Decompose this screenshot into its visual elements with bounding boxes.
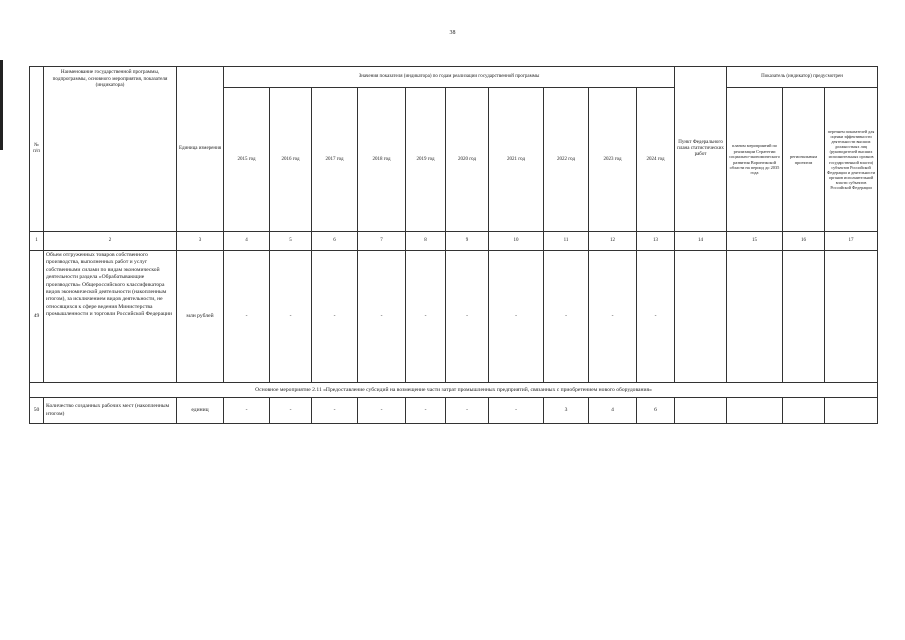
header-num: № п/п [30, 67, 44, 232]
value-cell: - [589, 251, 637, 383]
column-number: 15 [727, 232, 783, 251]
table-row [30, 251, 878, 383]
header-federal: перечнем показателей для оценки эффективности деятельности высших должностных лиц (руководителей высших исполнительных органов государственной власти) субъектов Российской Федерации и деятельности органов исполнительной власти субъектов Российской Федерации [825, 88, 878, 232]
plan-cell [675, 251, 727, 383]
scan-edge-mark [0, 60, 3, 150]
value-cell: - [224, 251, 270, 383]
header-strategy: планом мероприятий по реализации Стратегии социально-экономического развития Воронежской области на период до 2035 года [727, 88, 783, 232]
header-year: 2022 год [544, 88, 589, 232]
value-cell: - [544, 251, 589, 383]
header-year: 2018 год [358, 88, 406, 232]
header-year: 2023 год [589, 88, 637, 232]
value-cell: - [489, 398, 544, 424]
column-number: 17 [825, 232, 878, 251]
column-number: 3 [177, 232, 224, 251]
header-year: 2020 год [446, 88, 489, 232]
row-number: 50 [30, 398, 44, 424]
header-plan: Пункт Федерального плана статистических работ [675, 67, 727, 232]
strategy-cell [727, 398, 783, 424]
regional-cell [783, 398, 825, 424]
column-number: 4 [224, 232, 270, 251]
unit-cell: единиц [177, 398, 224, 424]
header-year: 2016 год [270, 88, 312, 232]
header-year: 2021 год [489, 88, 544, 232]
strategy-cell [727, 251, 783, 383]
value-cell: - [406, 251, 446, 383]
value-cell: 3 [544, 398, 589, 424]
header-year: 2024 год [637, 88, 675, 232]
value-cell: - [489, 251, 544, 383]
column-number: 12 [589, 232, 637, 251]
indicator-name: Объем отгруженных товаров собственного производства, выполненных работ и услуг собственными силами по видам экономической деятельности раздела «Обрабатывающие производства» Общероссийского классификатора видов экономической деятельности (накопленным итогом), за исключением видов деятельности, не относящихся к сфере ведения Министерства промышленности и торговли Российской Федерации [44, 251, 177, 383]
value-cell: - [446, 251, 489, 383]
value-cell: 4 [589, 398, 637, 424]
value-cell: - [358, 398, 406, 424]
header-row-numbers [30, 232, 878, 251]
column-number: 5 [270, 232, 312, 251]
value-cell: - [312, 251, 358, 383]
column-number: 9 [446, 232, 489, 251]
column-number: 2 [44, 232, 177, 251]
column-number: 10 [489, 232, 544, 251]
indicator-name: Количество созданных рабочих мест (накопленным итогом) [44, 398, 177, 424]
federal-cell [825, 398, 878, 424]
header-link-group: Показатель (индикатор) предусмотрен [727, 67, 878, 88]
value-cell: - [312, 398, 358, 424]
section-row [30, 383, 878, 398]
column-number: 11 [544, 232, 589, 251]
value-cell: - [224, 398, 270, 424]
column-number: 6 [312, 232, 358, 251]
page-number: 38 [449, 30, 456, 36]
section-title: Основное мероприятие 2.11 «Предоставление субсидий на возмещение части затрат промышленных предприятий, связанных с приобретением нового оборудования» [30, 383, 878, 398]
column-number: 13 [637, 232, 675, 251]
value-cell: - [358, 251, 406, 383]
value-cell: - [637, 251, 675, 383]
value-cell: - [270, 398, 312, 424]
federal-cell [825, 251, 878, 383]
row-number: 49 [30, 251, 44, 383]
header-year: 2017 год [312, 88, 358, 232]
header-name: Наименование государственной программы, подпрограммы, основного мероприятия, показателя (индикатора) [44, 67, 177, 232]
table-row [30, 398, 878, 424]
column-number: 16 [783, 232, 825, 251]
header-year: 2019 год [406, 88, 446, 232]
column-number: 7 [358, 232, 406, 251]
value-cell: - [406, 398, 446, 424]
indicators-table [29, 66, 878, 424]
regional-cell [783, 251, 825, 383]
plan-cell [675, 398, 727, 424]
header-row-group [30, 67, 878, 88]
unit-cell: млн рублей [177, 251, 224, 383]
header-regional: региональным проектом [783, 88, 825, 232]
column-number: 14 [675, 232, 727, 251]
value-cell: - [446, 398, 489, 424]
value-cell: 6 [637, 398, 675, 424]
header-years-group: Значения показателя (индикатора) по годам реализации государственной программы [224, 67, 675, 88]
value-cell: - [270, 251, 312, 383]
header-year: 2015 год [224, 88, 270, 232]
column-number: 8 [406, 232, 446, 251]
column-number: 1 [30, 232, 44, 251]
header-unit: Единица измерения [177, 67, 224, 232]
